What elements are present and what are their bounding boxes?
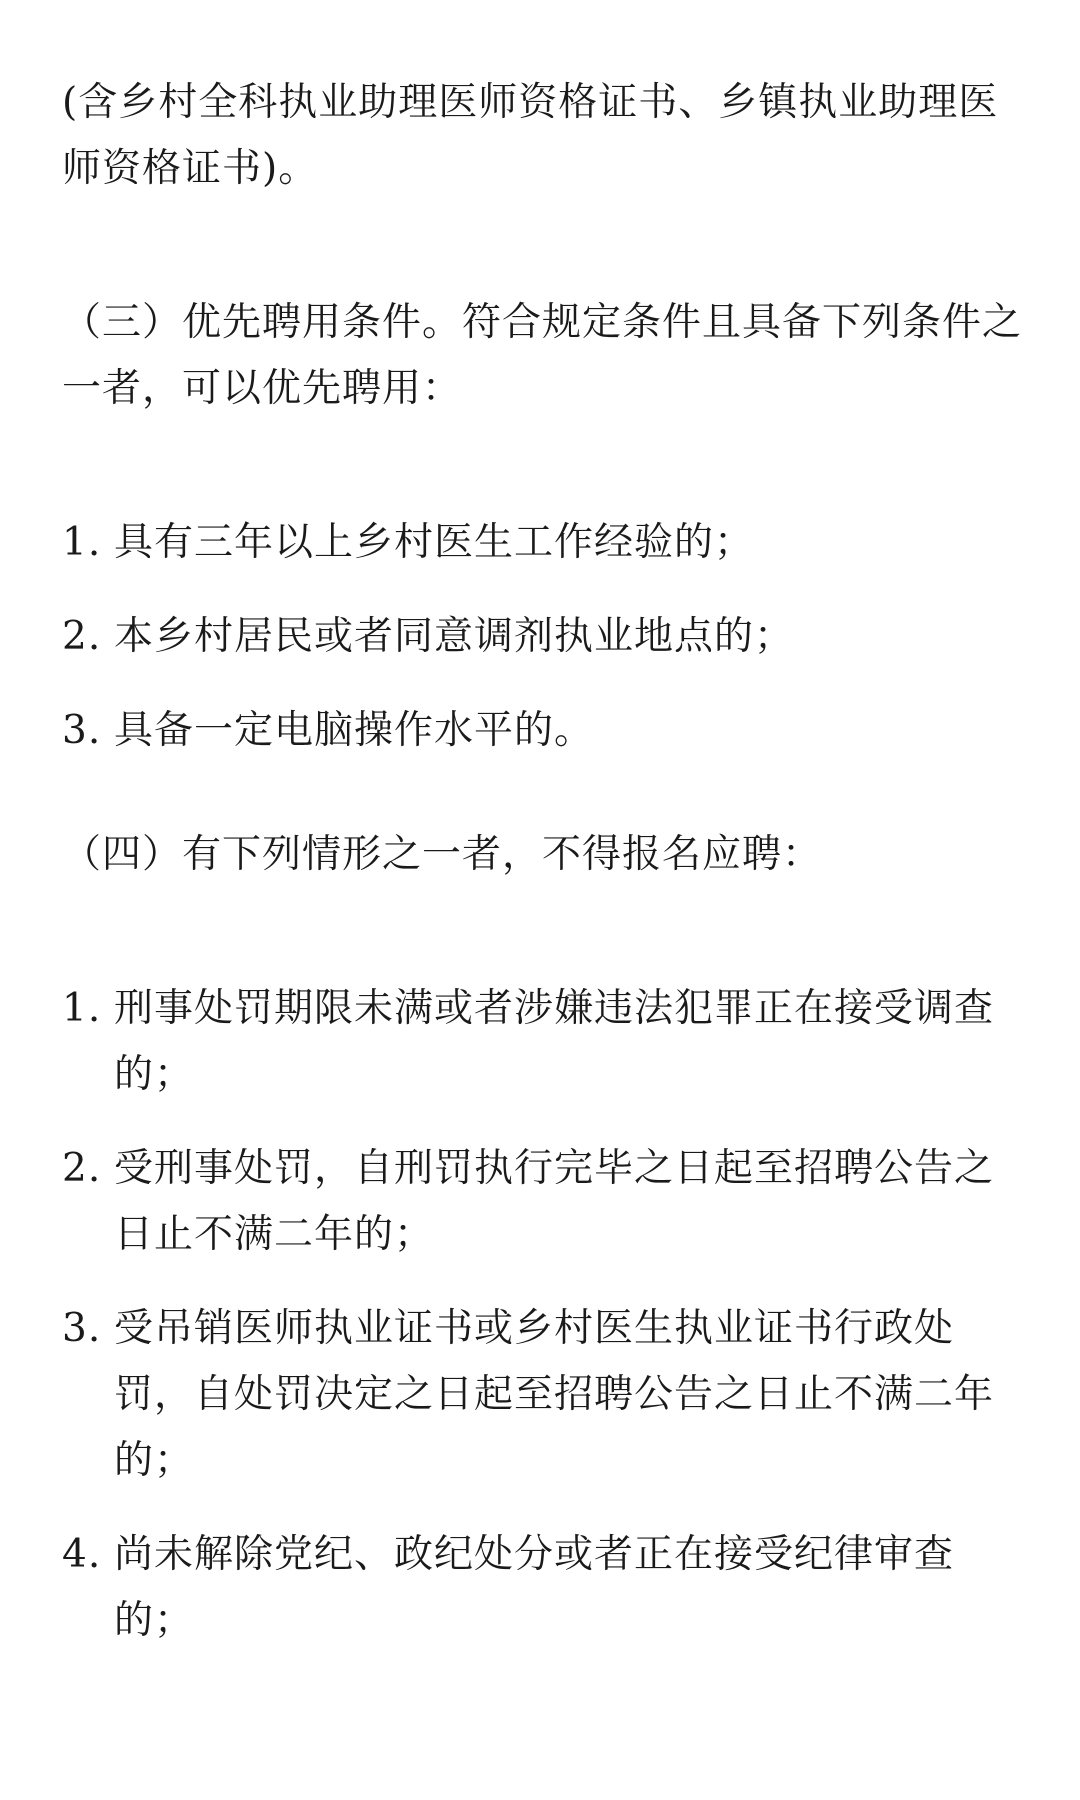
section-4-title: （四）有下列情形之一者，不得报名应聘： bbox=[62, 832, 823, 877]
intro-paragraph: (含乡村全科执业助理医师资格证书、乡镇执业助理医师资格证书)。 bbox=[62, 80, 999, 191]
list-item-number: 3. bbox=[62, 708, 102, 753]
list-item-number: 1. bbox=[62, 520, 102, 565]
list-item-number: 4. bbox=[62, 1532, 102, 1577]
list-item bbox=[62, 1296, 1022, 1494]
list-item-number: 3. bbox=[62, 1306, 102, 1351]
list-item-text: 刑事处罚期限未满或者涉嫌违法犯罪正在接受调查的； bbox=[114, 986, 995, 1097]
section-3-title: （三）优先聘用条件。符合规定条件且具备下列条件之一者，可以优先聘用： bbox=[62, 300, 1023, 411]
list-item-number: 2. bbox=[62, 614, 102, 659]
spacer bbox=[62, 792, 1022, 822]
list-item-text: 具备一定电脑操作水平的。 bbox=[114, 708, 595, 753]
spacer bbox=[62, 202, 1022, 290]
list-item-text: 本乡村居民或者同意调剂执业地点的； bbox=[114, 614, 795, 659]
list-item-number: 1. bbox=[62, 986, 102, 1031]
list-item bbox=[62, 510, 1022, 576]
document-body bbox=[62, 70, 1022, 1682]
list-item bbox=[62, 976, 1022, 1108]
list-item bbox=[62, 1522, 1022, 1654]
list-item-text: 尚未解除党纪、政纪处分或者正在接受纪律审查的； bbox=[114, 1532, 955, 1643]
section-4-list bbox=[62, 976, 1022, 1654]
spacer bbox=[62, 422, 1022, 510]
list-item bbox=[62, 1136, 1022, 1268]
list-item bbox=[62, 604, 1022, 670]
spacer bbox=[62, 888, 1022, 976]
list-item-number: 2. bbox=[62, 1146, 102, 1191]
list-item-text: 受刑事处罚，自刑罚执行完毕之日起至招聘公告之日止不满二年的； bbox=[114, 1146, 995, 1257]
list-item-text: 具有三年以上乡村医生工作经验的； bbox=[114, 520, 755, 565]
section-3-list bbox=[62, 510, 1022, 764]
list-item-text: 受吊销医师执业证书或乡村医生执业证书行政处罚，自处罚决定之日起至招聘公告之日止不满二年的； bbox=[114, 1306, 995, 1483]
list-item bbox=[62, 698, 1022, 764]
